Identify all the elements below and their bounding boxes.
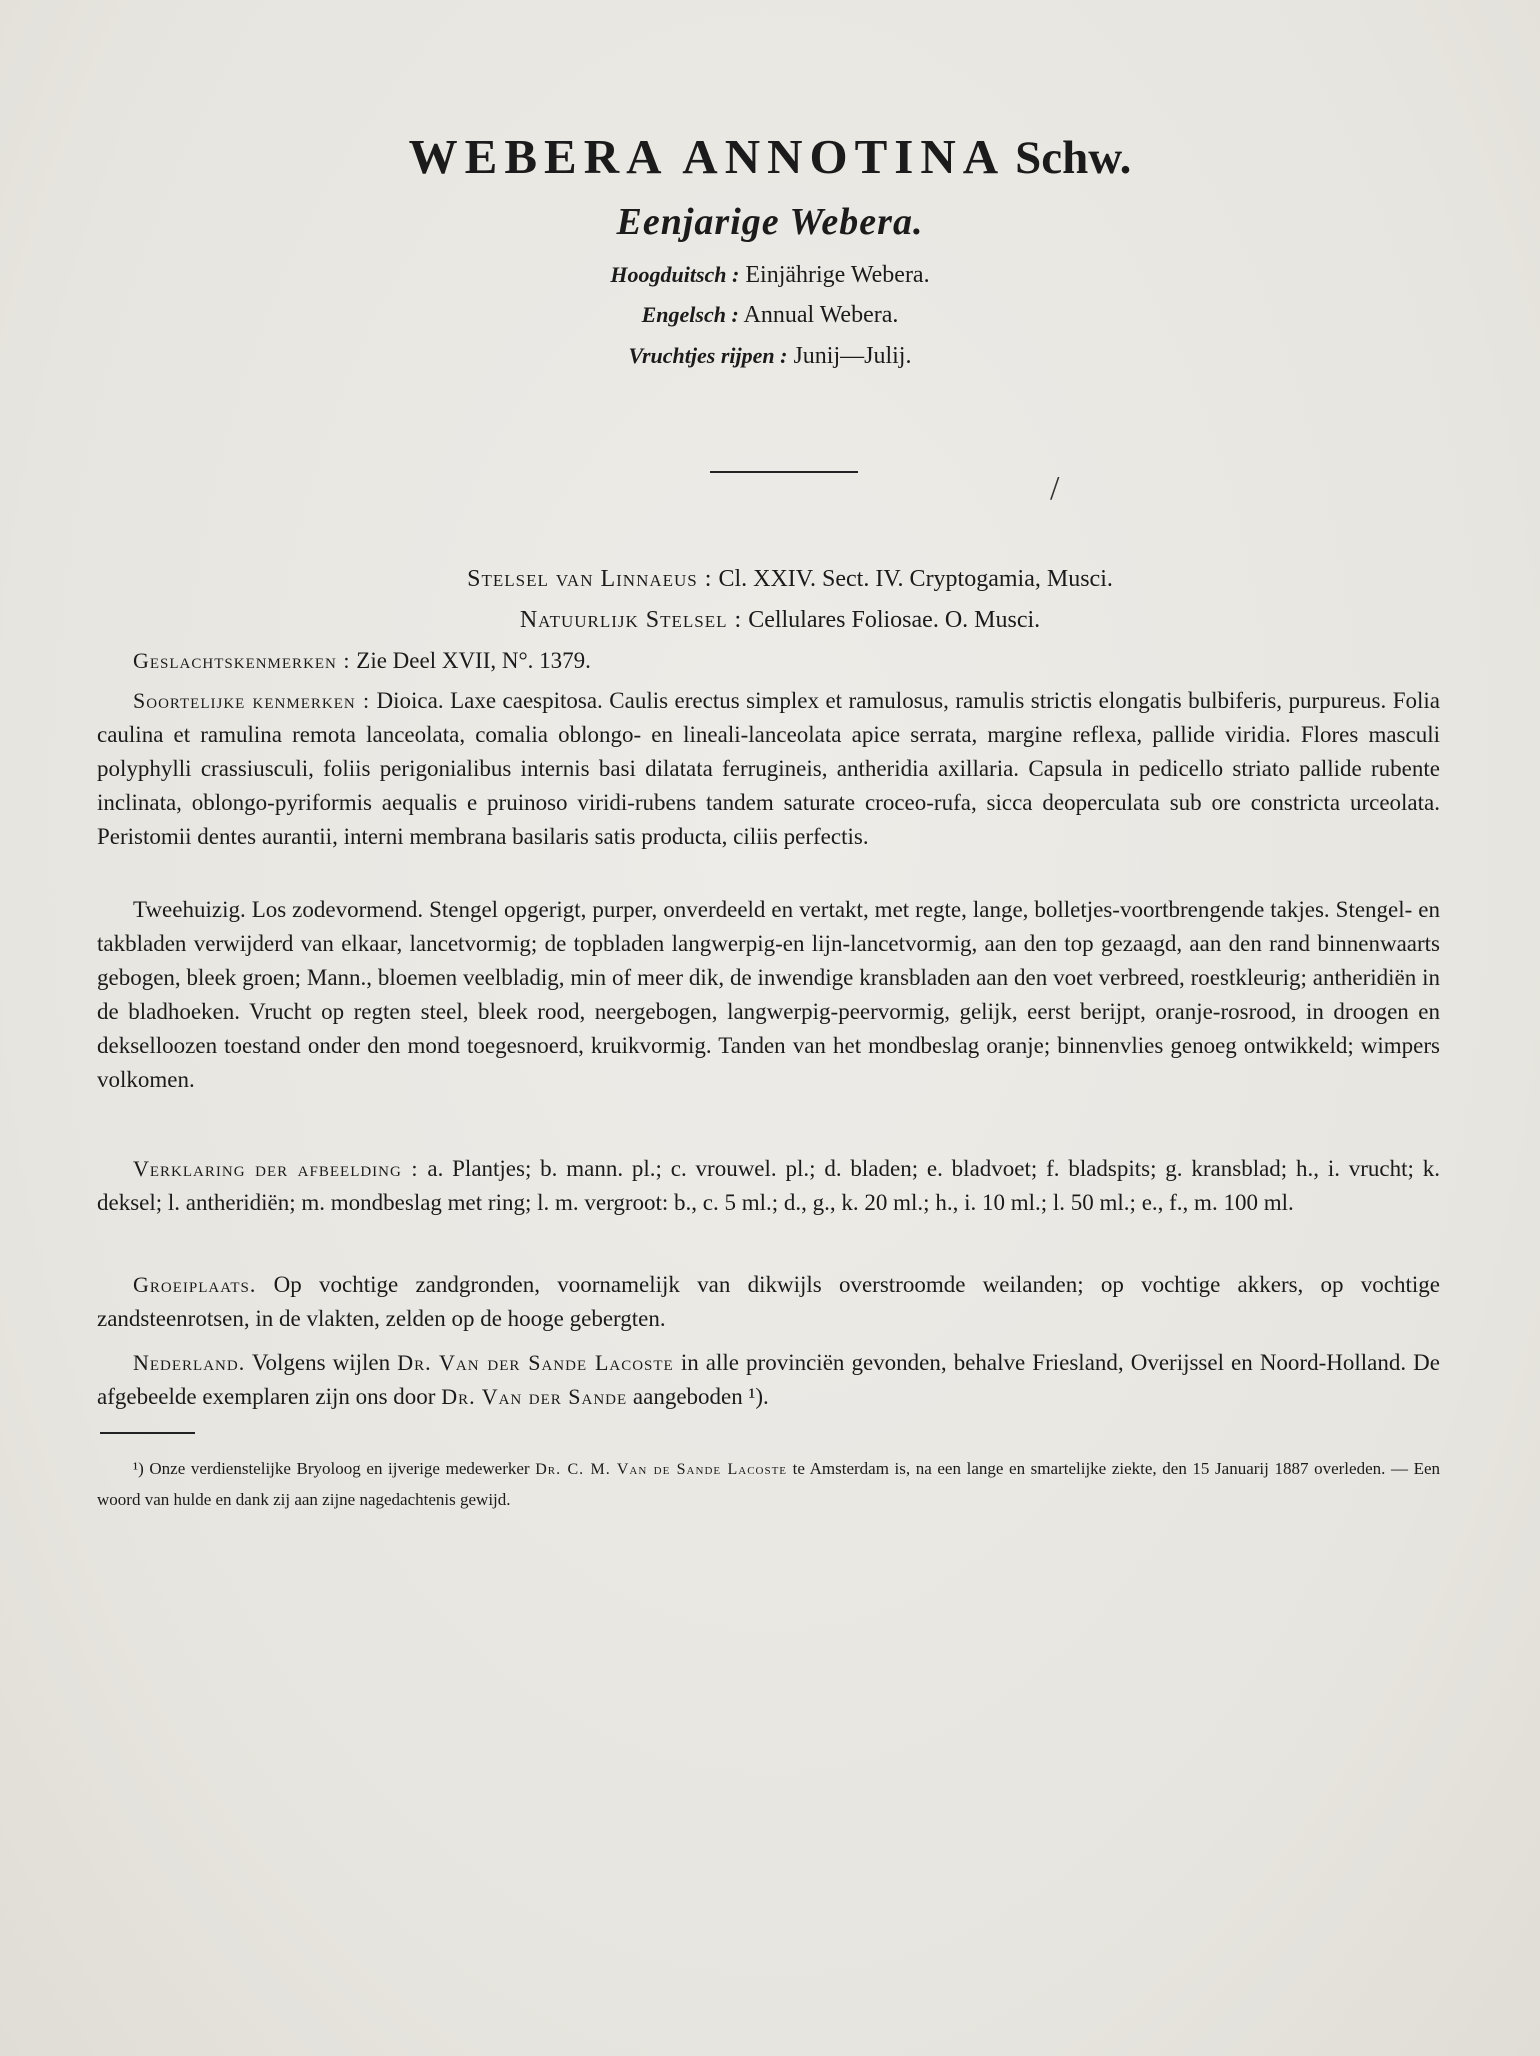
- species-characteristics: [97, 684, 1440, 854]
- english-label: Engelsch :: [641, 302, 739, 327]
- explanation-label: Verklaring der afbeelding :: [133, 1156, 419, 1181]
- fruiting-line: [0, 343, 1540, 370]
- habitat-label: Groeiplaats.: [133, 1272, 257, 1297]
- footnote: [97, 1454, 1440, 1515]
- netherlands-label: Nederland.: [133, 1350, 246, 1375]
- footnote-text-2: te Amsterdam is, na een lange en smartelijke ziekte, den 15 Januarij 1887 overleden. — Een woord van hulde en dank zij aan zijne nagedachtenis gewijd.: [97, 1459, 1441, 1509]
- fruiting-value: Junij—Julij.: [793, 343, 912, 369]
- page-title: [0, 128, 1540, 185]
- collector-name: Dr. Van der Sande Lacoste: [397, 1350, 674, 1375]
- species-text: Dioica. Laxe caespitosa. Caulis erectus simplex et ramulosus, ramulis strictis elongatis bulbiferis, purpureus. Folia caulina et ramulina remota lanceolata, comalia oblongo- en lineali-lanceolata apice serrata, margine reflexa, pallide viridia. Flores masculi polyphylli crassiusculi, foliis perigonialibus internis basi dilatata ferrugineis, antheridia axillaria. Capsula in pedicello striato pallide rubente inclinata, oblongo-pyriformis aequalis e pruinoso viridi-rubens tandem saturate croceo-rufa, sicca deoperculata sub ore constricta urceolata. Peristomii dentes aurantii, interni membrana basilaris satis producta, ciliis perfectis.: [97, 688, 1441, 849]
- natural-system-line: [0, 607, 1540, 634]
- german-name-line: [0, 262, 1540, 289]
- linnaeus-label: Stelsel van Linnaeus :: [467, 566, 713, 592]
- species-name: WEBERA ANNOTINA: [408, 129, 1006, 184]
- habitat-paragraph: [97, 1268, 1440, 1336]
- linnaeus-system-line: [0, 566, 1540, 593]
- species-label: Soortelijke kenmerken :: [133, 688, 371, 713]
- linnaeus-value: Cl. XXIV. Sect. IV. Cryptogamia, Musci.: [718, 566, 1113, 592]
- german-value: Einjährige Webera.: [745, 262, 930, 288]
- figure-explanation: [97, 1152, 1440, 1220]
- section-divider: [710, 471, 858, 473]
- dutch-description: Tweehuizig. Los zodevormend. Stengel opgerigt, purper, onverdeeld en vertakt, met regte, lange, bolletjes-voortbrengende takjes. Stengel- en takbladen verwijderd van elkaar, lancetvormig; de topbladen langwerpig-en lijn-lancetvormig, aan den top gezaagd, aan den rand binnenwaarts gebogen, bleek groen; Mann., bloemen veelbladig, min of meer dik, de inwendige kransbladen aan den voet verbreed, roestkleurig; antheridiën in de bladhoeken. Vrucht op regten steel, bleek rood, neergebogen, langwerpig-peervormig, gelijk, eerst berijpt, oranje-rosrood, in droogen en dekselloozen toestand onder den mond toegesnoerd, kruikvormig. Tanden van het mondbeslag oranje; binnenvlies genoeg ontwikkeld; wimpers volkomen.: [97, 897, 1440, 1092]
- explanation-text: a. Plantjes; b. mann. pl.; c. vrouwel. pl.; d. bladen; e. bladvoet; f. bladspits; g. kransblad; h., i. vrucht; k. deksel; l. antheridiën; m. mondbeslag met ring; l. m. vergroot: b., c. 5 ml.; d., g., k. 20 ml.; h., i. 10 ml.; l. 50 ml.; e., f., m. 100 ml.: [97, 1156, 1440, 1215]
- genus-characteristics: [97, 644, 1440, 678]
- footnote-divider: [100, 1432, 195, 1434]
- donor-name: Dr. Van der Sande: [441, 1384, 628, 1409]
- dutch-common-name: Eenjarige Webera.: [616, 201, 924, 243]
- pencil-mark: /: [1050, 470, 1060, 507]
- author-abbreviation: Schw.: [1015, 132, 1132, 184]
- habitat-text: Op vochtige zandgronden, voornamelijk van dikwijls overstroomde weilanden; op vochtige akkers, op vochtige zandsteenrotsen, in de vlakten, zelden op de hooge gebergten.: [97, 1272, 1440, 1331]
- footnote-text-1: Onze verdienstelijke Bryoloog en ijverige medewerker: [149, 1459, 530, 1478]
- genus-value: Zie Deel XVII, N°. 1379.: [356, 648, 591, 673]
- netherlands-paragraph: [97, 1346, 1440, 1414]
- german-label: Hoogduitsch :: [610, 262, 740, 287]
- netherlands-text-1: Volgens wijlen: [251, 1350, 391, 1375]
- netherlands-text-2: in alle provinciën gevonden, behalve Friesland, Overijssel en Noord-Holland. De afgebeelde exemplaren zijn ons door: [97, 1350, 1440, 1409]
- english-name-line: [0, 302, 1540, 329]
- english-value: Annual Webera.: [743, 302, 899, 328]
- footnote-mark: ¹): [133, 1459, 144, 1478]
- fruiting-label: Vruchtjes rijpen :: [628, 343, 788, 368]
- genus-label: Geslachtskenmerken :: [133, 648, 351, 673]
- footnote-name: Dr. C. M. Van de Sande Lacoste: [535, 1461, 788, 1478]
- netherlands-text-3: aangeboden ¹).: [632, 1384, 769, 1409]
- natural-value: Cellulares Foliosae. O. Musci.: [748, 607, 1041, 633]
- natural-label: Natuurlijk Stelsel :: [519, 607, 743, 633]
